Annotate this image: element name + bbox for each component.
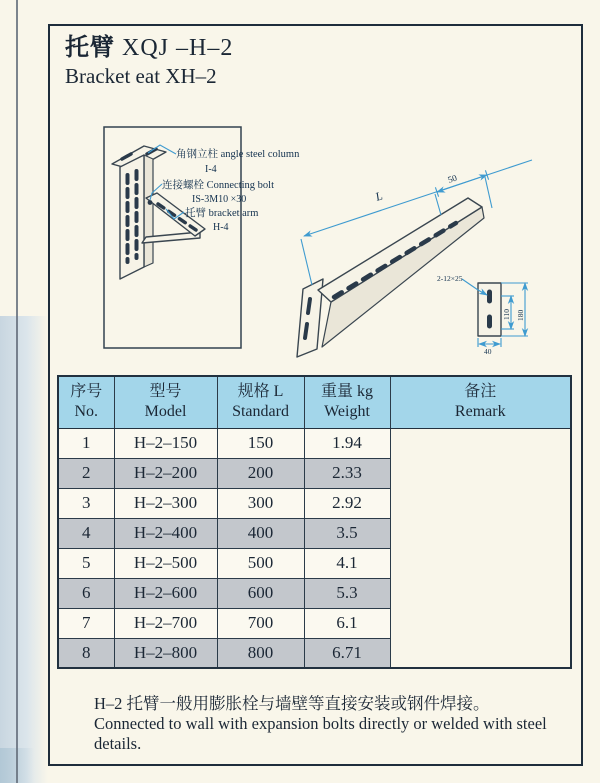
page-subtitle: Bracket eat XH–2	[65, 64, 217, 89]
footer-note-en: Connected to wall with expansion bolts directly or welded with steel details.	[94, 714, 547, 753]
cell-standard: 500	[217, 548, 304, 578]
footer-note-cn: H–2 托臂一般用膨胀栓与墙壁等直接安装或钢件焊接。	[94, 694, 490, 713]
col-header-remark: 备注 Remark	[390, 376, 571, 428]
cell-model: H–2–800	[114, 638, 217, 668]
detail-slot-spec-label: 2-12×25	[437, 274, 463, 283]
cell-model: H–2–150	[114, 428, 217, 458]
cell-no: 6	[58, 578, 114, 608]
cell-model: H–2–600	[114, 578, 217, 608]
dim-40-label: 40	[484, 347, 492, 356]
cell-standard: 600	[217, 578, 304, 608]
content-frame	[48, 24, 583, 766]
spec-table-header	[58, 376, 571, 428]
cell-standard: 400	[217, 518, 304, 548]
dim-110-label: 110	[502, 309, 511, 320]
cell-no: 3	[58, 488, 114, 518]
cell-weight: 5.3	[304, 578, 390, 608]
remark-cell	[390, 428, 571, 668]
cell-weight: 6.1	[304, 608, 390, 638]
cell-model: H–2–500	[114, 548, 217, 578]
cell-model: H–2–200	[114, 458, 217, 488]
cell-model: H–2–700	[114, 608, 217, 638]
cell-standard: 700	[217, 608, 304, 638]
cell-weight: 3.5	[304, 518, 390, 548]
cell-model: H–2–400	[114, 518, 217, 548]
cell-no: 4	[58, 518, 114, 548]
page-title	[65, 34, 233, 62]
page-title-cn: 托臂	[65, 35, 115, 61]
col-header-standard: 规格 L Standard	[217, 376, 304, 428]
cell-weight: 4.1	[304, 548, 390, 578]
cell-weight: 2.92	[304, 488, 390, 518]
footer-note	[94, 694, 572, 753]
table-row	[58, 428, 571, 458]
bolt-spec-label: IS-3M10 ×30	[192, 194, 247, 205]
cell-no: 7	[58, 608, 114, 638]
connecting-bolt-glyph	[148, 200, 153, 205]
cell-weight: 6.71	[304, 638, 390, 668]
col-header-model: 型号 Model	[114, 376, 217, 428]
page-title-code: XQJ –H–2	[115, 35, 234, 61]
cell-standard: 800	[217, 638, 304, 668]
dim-180-label: 180	[516, 309, 525, 321]
column-callout-label: 角钢立柱 angle steel column	[176, 149, 300, 160]
cell-model: H–2–300	[114, 488, 217, 518]
cell-no: 8	[58, 638, 114, 668]
arm-callout-label: 托臂 bracket arm	[185, 208, 259, 219]
column-type-label: I-4	[205, 164, 217, 175]
binding-line	[16, 0, 18, 783]
drawing-svg	[50, 102, 581, 374]
spec-table	[57, 375, 572, 669]
cell-no: 1	[58, 428, 114, 458]
cell-standard: 200	[217, 458, 304, 488]
scan-edge-shadow	[0, 316, 48, 783]
col-header-no: 序号 No.	[58, 376, 114, 428]
cell-standard: 300	[217, 488, 304, 518]
cell-standard: 150	[217, 428, 304, 458]
cell-weight: 2.33	[304, 458, 390, 488]
cell-weight: 1.94	[304, 428, 390, 458]
spec-table-body	[58, 428, 571, 668]
dim-L-label: L	[373, 188, 385, 204]
dim-50-label: 50	[446, 172, 459, 185]
bolt-callout-label: 连接螺栓 Connecting bolt	[162, 180, 274, 191]
technical-drawing	[50, 102, 581, 374]
cell-no: 2	[58, 458, 114, 488]
arm-type-label: H-4	[213, 222, 229, 233]
col-header-weight: 重量 kg Weight	[304, 376, 390, 428]
title-block	[65, 34, 233, 89]
cell-no: 5	[58, 548, 114, 578]
